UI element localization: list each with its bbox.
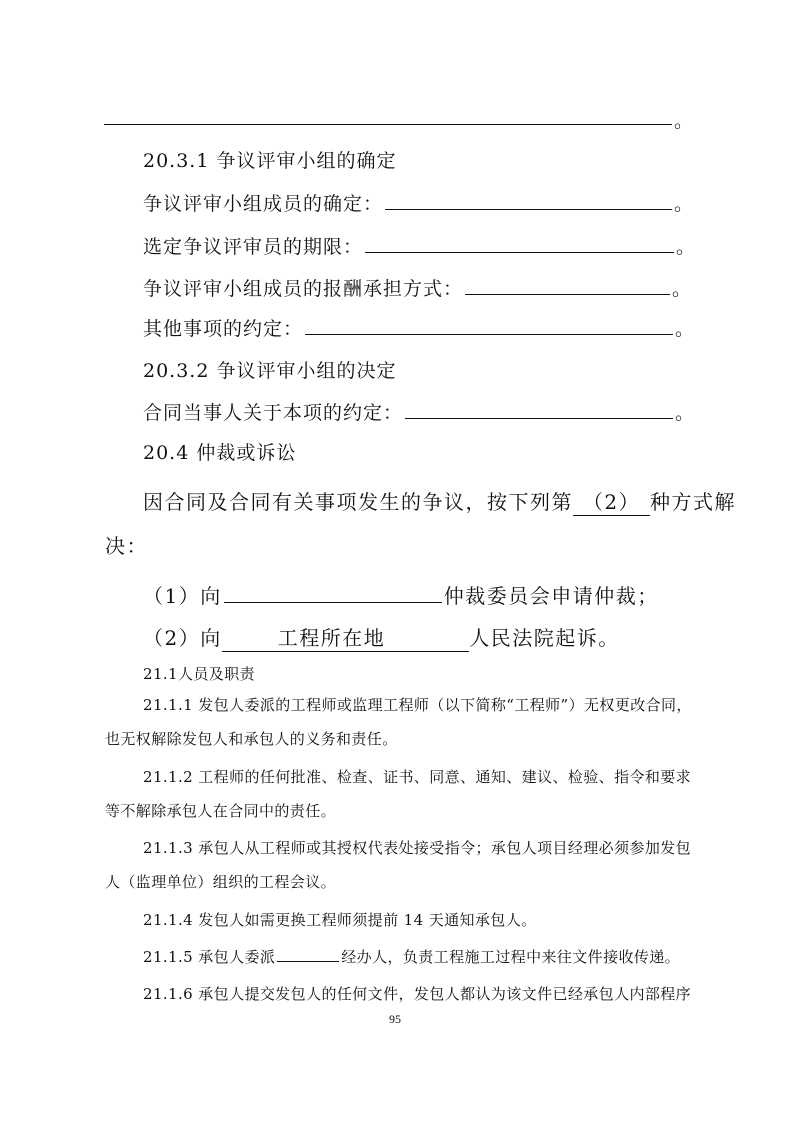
text: 仲裁委员会申请仲裁； xyxy=(443,584,659,608)
option-2-line xyxy=(143,622,620,652)
text: 21.1.5 承包人委派 xyxy=(143,948,276,966)
period: 。 xyxy=(675,318,696,340)
blank-field xyxy=(405,417,673,419)
period: 。 xyxy=(675,402,696,424)
blank-field xyxy=(305,333,673,335)
blank-line-full xyxy=(104,124,672,125)
blank-field xyxy=(365,251,674,253)
heading-20-3-2: 20.3.2 争议评审小组的决定 xyxy=(143,360,397,382)
period: 。 xyxy=(672,278,693,300)
label: 合同当事人关于本项的约定： xyxy=(143,402,404,424)
text: 因合同及合同有关事项发生的争议，按下列第 xyxy=(143,490,573,514)
period-mark: 。 xyxy=(674,110,695,132)
filled-field xyxy=(222,622,470,652)
para-21-1-2-line2: 等不解除承包人在合同中的责任。 xyxy=(105,802,337,820)
fill-value: 工程所在地 xyxy=(277,626,386,650)
label: 争议评审小组成员的报酬承担方式： xyxy=(143,278,464,300)
agreement-line xyxy=(143,398,695,425)
para-21-1-5 xyxy=(143,946,680,967)
label: 选定争议评审员的期限： xyxy=(143,236,364,258)
page-number: 95 xyxy=(389,1012,401,1026)
dispute-paragraph-line2: 决： xyxy=(105,534,148,558)
other-matters-line xyxy=(143,314,695,341)
label: 争议评审小组成员的确定： xyxy=(143,193,384,215)
label: 其他事项的约定： xyxy=(143,318,304,340)
review-members-line xyxy=(143,189,694,216)
period: 。 xyxy=(676,236,697,258)
para-21-1-6: 21.1.6 承包人提交发包人的任何文件，发包人都认为该文件已经承包人内部程序 xyxy=(143,985,692,1003)
blank-field xyxy=(465,293,670,295)
dispute-paragraph-line1 xyxy=(143,486,736,516)
choice-value: （2） xyxy=(582,490,641,514)
text: 人民法院起诉。 xyxy=(469,626,620,650)
heading-20-4: 20.4 仲裁或诉讼 xyxy=(143,442,297,464)
option-1-line xyxy=(143,580,659,609)
blank-field xyxy=(277,960,339,962)
heading-21-1: 21.1人员及职责 xyxy=(143,665,255,683)
para-21-1-3-line1: 21.1.3 承包人从工程师或其授权代表处接受指令；承包人项目经理必须参加发包 xyxy=(143,839,692,857)
text: 种方式解 xyxy=(649,490,736,514)
fee-line xyxy=(143,274,692,301)
reviewer-period-line xyxy=(143,232,696,259)
para-21-1-3-line2: 人（监理单位）组织的工程会议。 xyxy=(105,873,337,891)
text: （1）向 xyxy=(143,584,222,608)
para-21-1-4: 21.1.4 发包人如需更换工程师须提前 14 天通知承包人。 xyxy=(143,911,537,929)
heading-20-3-1: 20.3.1 争议评审小组的确定 xyxy=(143,150,397,172)
para-21-1-1-line1: 21.1.1 发包人委派的工程师或监理工程师（以下简称“工程师”）无权更改合同， xyxy=(143,696,692,714)
text: （2）向 xyxy=(143,626,222,650)
blank-field xyxy=(385,208,672,210)
choice-underlined xyxy=(573,486,650,516)
para-21-1-2-line1: 21.1.2 工程师的任何批准、检查、证书、同意、通知、建议、检验、指令和要求 xyxy=(143,768,692,786)
blank-field xyxy=(224,601,442,603)
text: 经办人，负责工程施工过程中来往文件接收传递。 xyxy=(341,948,681,966)
para-21-1-1-line2: 也无权解除发包人和承包人的义务和责任。 xyxy=(105,730,398,748)
period: 。 xyxy=(674,193,695,215)
